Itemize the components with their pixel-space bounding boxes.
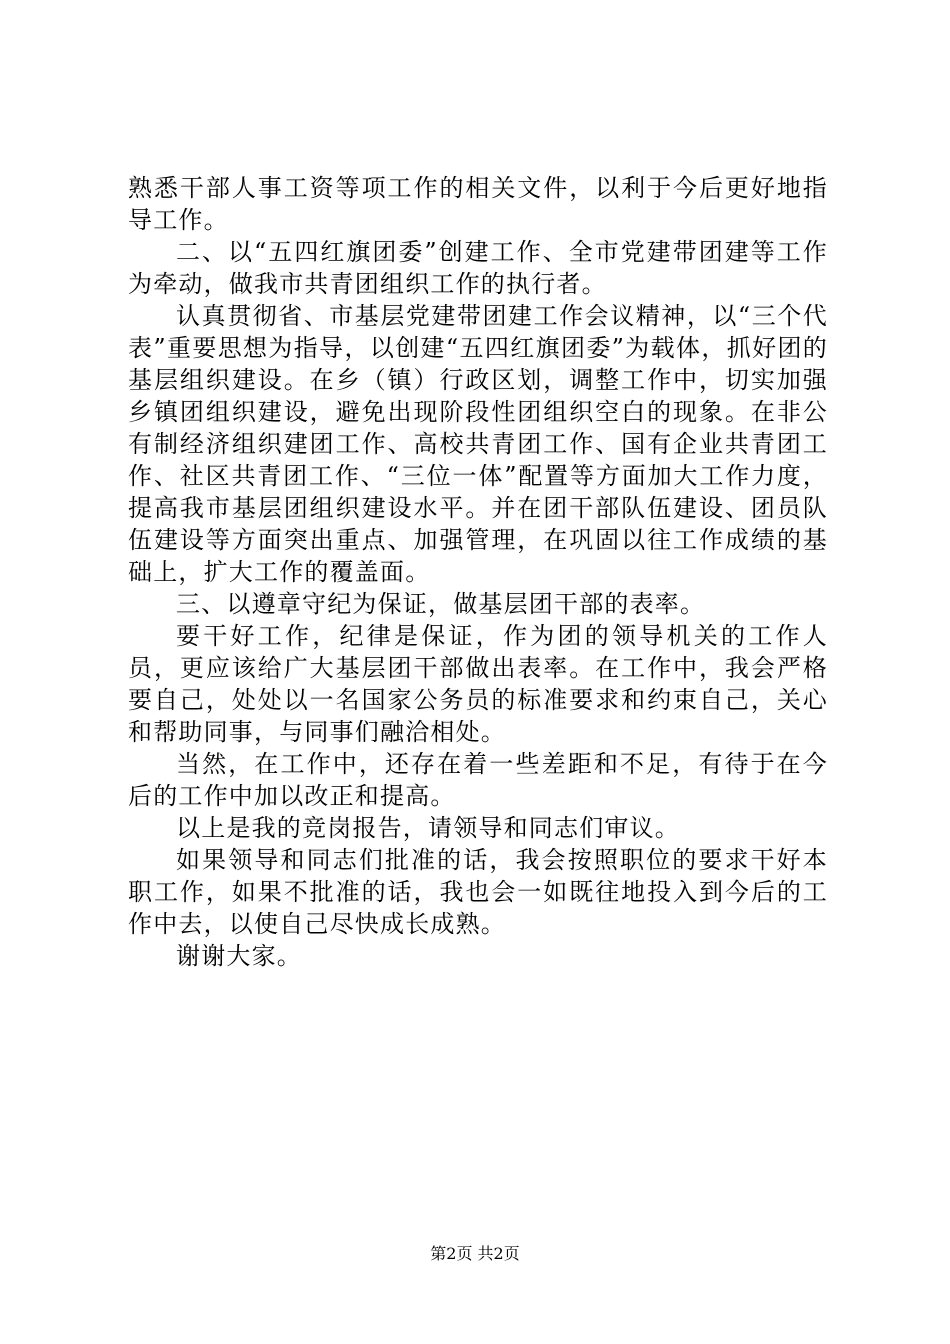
page-footer: 第2页 共2页 xyxy=(430,1244,520,1263)
paragraph-2: 二、以“五四红旗团委”创建工作、全市党建带团建等工作为牵动，做我市共青团组织工作的执行者。 xyxy=(128,238,828,298)
paragraph-6: 当然，在工作中，还存在着一些差距和不足，有待于在今后的工作中加以改正和提高。 xyxy=(128,750,828,810)
paragraph-9: 谢谢大家。 xyxy=(176,942,302,970)
paragraph-8: 如果领导和同志们批准的话，我会按照职位的要求干好本职工作，如果不批准的话，我也会一如既往地投入到今后的工作中去，以使自己尽快成长成熟。 xyxy=(128,846,828,938)
paragraph-1: 熟悉干部人事工资等项工作的相关文件，以利于今后更好地指导工作。 xyxy=(128,174,828,234)
document-body xyxy=(128,172,828,972)
paragraph-5: 要干好工作，纪律是保证，作为团的领导机关的工作人员，更应该给广大基层团干部做出表率。在工作中，我会严格要自己，处处以一名国家公务员的标准要求和约束自己，关心和帮助同事，与同事们融洽相处。 xyxy=(128,622,828,746)
paragraph-4: 三、以遵章守纪为保证，做基层团干部的表率。 xyxy=(176,590,706,618)
paragraph-7: 以上是我的竞岗报告，请领导和同志们审议。 xyxy=(176,814,680,842)
paragraph-3: 认真贯彻省、市基层党建带团建工作会议精神，以“三个代表”重要思想为指导，以创建“五四红旗团委”为载体，抓好团的基层组织建设。在乡（镇）行政区划，调整工作中，切实加强乡镇团组织建设，避免出现阶段性团组织空白的现象。在非公有制经济组织建团工作、高校共青团工作、国有企业共青团工作、社区共青团工作、“三位一体”配置等方面加大工作力度，提高我市基层团组织建设水平。并在团干部队伍建设、团员队伍建设等方面突出重点、加强管理，在巩固以往工作成绩的基础上，扩大工作的覆盖面。 xyxy=(128,302,828,586)
